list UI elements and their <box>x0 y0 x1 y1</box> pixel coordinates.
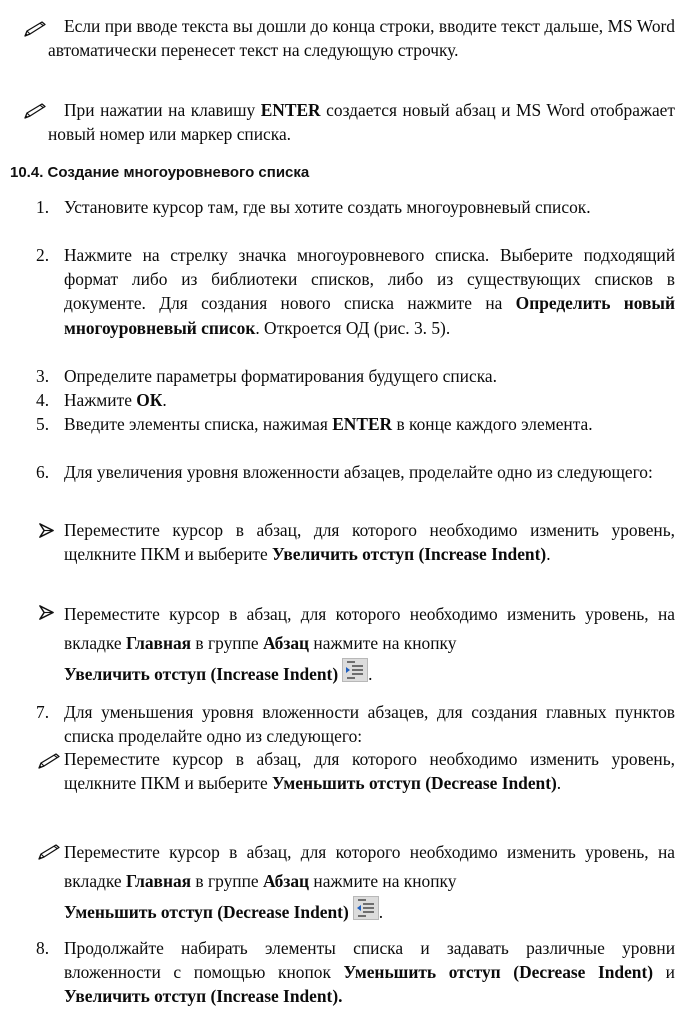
arrow-bullet-icon <box>38 522 55 539</box>
list-item-text: Для уменьшения уровня вложенности абзацев, для создания главных пунктов списка проделайте одно из следующего: <box>64 702 675 747</box>
increase-indent-icon <box>342 658 368 682</box>
sub-item-text: Переместите курсор в абзац, для которого необходимо изменить уровень, щелкните ПКМ и выберите Уменьшить отступ (Decrease Indent). <box>64 749 675 794</box>
pencil-icon <box>22 20 48 38</box>
paragraph-text: При нажатии на клавишу ENTER создается новый абзац и MS Word отображает новый номер или маркер списка. <box>48 100 675 145</box>
sub-item-text: Переместите курсор в абзац, для которого необходимо изменить уровень, щелкните ПКМ и выберите Увеличить отступ (Increase Indent). <box>64 520 675 565</box>
list-number: 3. <box>36 366 50 386</box>
sub-item-text: Переместите курсор в абзац, для которого необходимо изменить уровень, на вкладке Главная в группе Абзац нажмите на кнопку Уменьшить отступ (Decrease Indent) . <box>64 842 675 922</box>
pencil-icon <box>36 752 62 770</box>
list-number: 5. <box>36 414 50 434</box>
pencil-icon <box>22 102 48 120</box>
arrow-bullet-icon <box>38 604 55 621</box>
list-number: 4. <box>36 390 50 410</box>
list-number: 6. <box>36 462 50 482</box>
list-item-text: Определите параметры форматирования будущего списка. <box>64 366 497 386</box>
list-item-text: Продолжайте набирать элементы списка и задавать различные уровни вложенности с помощью кнопок Уменьшить отступ (Decrease Indent) и Увеличить отступ (Increase Indent). <box>64 938 675 1007</box>
paragraph-text: Если при вводе текста вы дошли до конца строки, вводите текст дальше, MS Word автоматически перенесет текст на следующую строчку. <box>48 16 675 61</box>
list-number: 1. <box>36 197 50 217</box>
sub-item-text: Переместите курсор в абзац, для которого необходимо изменить уровень, на вкладке Главная в группе Абзац нажмите на кнопку Увеличить отступ (Increase Indent) . <box>64 604 675 684</box>
pencil-icon <box>36 843 62 861</box>
list-item-text: Установите курсор там, где вы хотите создать многоуровневый список. <box>64 197 591 217</box>
list-item-text: Введите элементы списка, нажимая ENTER в конце каждого элемента. <box>64 414 593 434</box>
list-item-text: Для увеличения уровня вложенности абзацев, проделайте одно из следующего: <box>64 462 653 482</box>
list-number: 2. <box>36 245 50 265</box>
section-heading: 10.4. Создание многоуровневого списка <box>10 164 310 181</box>
list-item-text: Нажмите на стрелку значка многоуровневого списка. Выберите подходящий формат либо из библиотеки списков, либо из существующих списков в документе. Для создания нового списка нажмите на Определить новый многоуровневый список. Откроется ОД (рис. 3. 5). <box>64 245 676 338</box>
list-number: 8. <box>36 938 50 958</box>
list-number: 7. <box>36 702 50 722</box>
list-item-text: Нажмите ОК. <box>64 390 167 410</box>
decrease-indent-icon <box>353 896 379 920</box>
